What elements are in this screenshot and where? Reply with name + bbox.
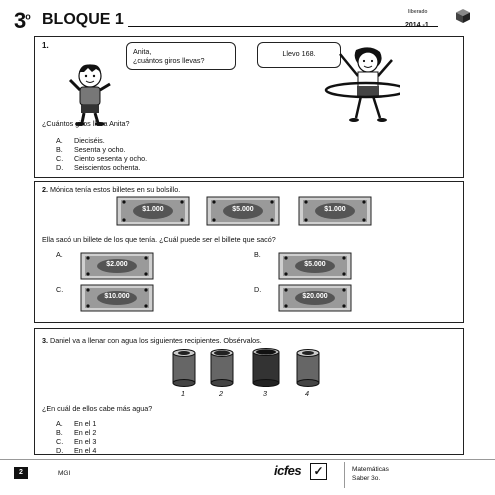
wallet-bill-3-value: $1.000 (324, 206, 346, 213)
question-1-option-b[interactable]: B. Sesenta y ocho. (56, 145, 126, 154)
container-3-icon (250, 348, 282, 387)
icfes-logo: icfes (274, 463, 302, 478)
container-4-icon (294, 349, 322, 387)
question-1-option-c[interactable]: C. Ciento sesenta y ocho. (56, 154, 148, 163)
header-grade-number: 3$^o$ (14, 8, 30, 33)
page-number: 2 (14, 467, 28, 479)
page-title: BLOQUE 1 (42, 11, 124, 28)
checkmark-logo-icon: ✓ (310, 463, 327, 480)
container-4-label: 4 (305, 389, 309, 398)
question-1-option-a[interactable]: A. Dieciséis. (56, 136, 105, 145)
question-2-option-d-letter[interactable]: D. (254, 285, 262, 294)
question-2-prompt: Ella sacó un billete de los que tenía. ¿Cuál puede ser el billete que sacó? (42, 235, 276, 244)
question-2-option-d-value: $20.000 (302, 293, 328, 300)
footer-rule (0, 459, 495, 460)
wallet-bill-1-value: $1.000 (142, 206, 164, 213)
container-3-label: 3 (263, 389, 267, 398)
question-2-option-a-letter[interactable]: A. (56, 250, 63, 259)
wallet-bill-2-value: $5.000 (232, 206, 254, 213)
question-2-option-a-bill[interactable] (80, 252, 154, 285)
container-1-icon (170, 349, 198, 387)
question-1-prompt: ¿Cuántos giros lleva Anita? (42, 119, 130, 128)
question-3-option-d[interactable]: D. En el 4 (56, 446, 97, 455)
footer-divider (344, 462, 345, 488)
speech-bubble-boy (126, 42, 236, 70)
question-3-option-a[interactable]: A. En el 1 (56, 419, 97, 428)
question-2-option-c-bill[interactable] (80, 284, 154, 317)
speech-bubble-girl: Llevo 168. (257, 42, 341, 68)
footer-subject: Matemáticas (352, 466, 389, 473)
footer-grade: Saber 3o. (352, 475, 381, 482)
question-2-option-b-letter[interactable]: B. (254, 250, 261, 259)
question-2-option-b-value: $5.000 (304, 261, 326, 268)
question-3-prompt: ¿En cuál de ellos cabe más agua? (42, 404, 153, 413)
bubble-boy-line-1: Anita, (133, 47, 152, 56)
question-2-option-b-bill[interactable] (278, 252, 352, 285)
question-2-option-c-letter[interactable]: C. (56, 285, 64, 294)
question-1-number: 1. (42, 41, 49, 50)
wallet-bill-3 (298, 196, 372, 231)
question-1-option-d[interactable]: D. Seiscientos ochenta. (56, 163, 141, 172)
header-brand: liberado (408, 9, 428, 15)
question-2-option-a-value: $2.000 (106, 261, 128, 268)
header-year: 2014 -1 (405, 22, 429, 29)
cube-icon (455, 8, 471, 24)
boy-illustration (62, 62, 122, 126)
wallet-bill-2 (206, 196, 280, 231)
header-rule (128, 26, 438, 27)
container-1-label: 1 (181, 389, 185, 398)
bubble-boy-line-2: ¿cuántos giros llevas? (133, 56, 205, 65)
container-2-label: 2 (219, 389, 223, 398)
question-2-option-c-value: $10.000 (104, 293, 130, 300)
footer-code: MGI (58, 470, 71, 477)
question-3-intro: 3. Daniel va a llenar con agua los siguientes recipientes. Obsérvalos. (42, 336, 262, 345)
question-2-option-d-bill[interactable] (278, 284, 352, 317)
container-2-icon (208, 349, 236, 387)
question-3-option-b[interactable]: B. En el 2 (56, 428, 97, 437)
question-3-option-c[interactable]: C. En el 3 (56, 437, 97, 446)
girl-hula-hoop-illustration (300, 46, 400, 130)
question-2-intro: 2. Mónica tenía estos billetes en su bolsillo. (42, 185, 181, 194)
question-3-box (34, 328, 464, 455)
wallet-bill-1 (116, 196, 190, 231)
